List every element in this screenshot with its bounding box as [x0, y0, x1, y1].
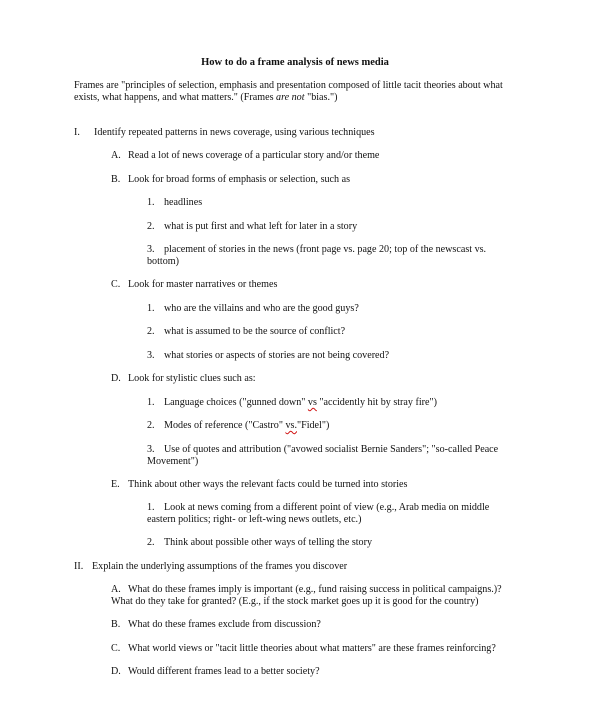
item-1d-text: Look for stylistic clues such as: — [128, 373, 256, 384]
item-1e-2-text: Think about possible other ways of telling the story — [164, 537, 373, 548]
item-2d — [111, 666, 320, 678]
item-2b-text: What do these frames exclude from discussion? — [128, 619, 321, 630]
section-2-heading — [74, 561, 347, 573]
item-1e-1-marker: 1. — [147, 502, 155, 513]
item-2d-marker: D. — [111, 666, 121, 677]
item-1c-3-text: what stories or aspects of stories are not being covered? — [164, 350, 390, 361]
item-1b — [111, 174, 350, 186]
section-2-text: Explain the underlying assumptions of the frames you discover — [92, 561, 348, 572]
item-1d-3-marker: 3. — [147, 444, 155, 455]
item-1c-2-text: what is assumed to be the source of conflict? — [164, 326, 346, 337]
section-1-marker: I. — [74, 127, 80, 138]
item-1c-2 — [147, 326, 345, 338]
item-1e-1 — [147, 502, 505, 527]
item-1b-3-marker: 3. — [147, 244, 155, 255]
intro-emphasis: are not — [276, 92, 305, 104]
intro-text-end: "bias.") — [304, 92, 338, 104]
item-2d-text: Would different frames lead to a better society? — [128, 666, 320, 677]
item-1e-1-text: Look at news coming from a different point of view (e.g., Arab media on middle eastern politics; right- or left-wing news outlets, etc.) — [147, 502, 490, 526]
item-1b-text: Look for broad forms of emphasis or selection, such as — [128, 174, 351, 185]
item-2b-marker: B. — [111, 619, 121, 630]
item-1c-1-marker: 1. — [147, 303, 155, 314]
item-1d-marker: D. — [111, 373, 121, 384]
spellcheck-flagged-word: vs — [307, 397, 317, 408]
item-1b-2 — [147, 221, 357, 233]
section-2-marker: II. — [74, 561, 84, 572]
item-1b-1-text: headlines — [164, 197, 203, 208]
item-1c — [111, 279, 277, 291]
item-1e-2 — [147, 537, 372, 549]
item-1c-2-marker: 2. — [147, 326, 155, 337]
item-1a-marker: A. — [111, 150, 121, 161]
item-1c-text: Look for master narratives or themes — [128, 279, 278, 290]
item-1e-2-marker: 2. — [147, 537, 155, 548]
item-1d-1 — [147, 397, 437, 409]
item-2a-marker: A. — [111, 584, 121, 595]
item-1c-1-text: who are the villains and who are the good guys? — [164, 303, 359, 314]
document-title: How to do a frame analysis of news media — [201, 57, 389, 68]
item-1c-3 — [147, 350, 389, 362]
item-2c — [111, 643, 496, 655]
item-1e-text: Think about other ways the relevant facts could be turned into stories — [128, 479, 408, 490]
item-1e — [111, 479, 407, 491]
item-1d-1-marker: 1. — [147, 397, 155, 408]
item-2c-text: What world views or "tacit little theories about what matters" are these frames reinforcing? — [128, 643, 496, 654]
item-2b — [111, 619, 321, 631]
item-1d-2-text: Modes of reference ("Castro" — [164, 420, 286, 431]
section-1-text: Identify repeated patterns in news coverage, using various techniques — [94, 127, 375, 138]
item-2c-marker: C. — [111, 643, 121, 654]
item-1a — [111, 150, 379, 162]
item-1c-1 — [147, 303, 359, 315]
spellcheck-flagged-word: vs. — [285, 420, 297, 431]
item-1d-1-text: Language choices ("gunned down" — [164, 397, 308, 408]
section-1-heading — [74, 127, 375, 139]
item-1d — [111, 373, 256, 385]
item-1d-2-marker: 2. — [147, 420, 155, 431]
item-1d-2-text-end: "Fidel") — [296, 420, 330, 431]
item-1b-1 — [147, 197, 202, 209]
item-1e-marker: E. — [111, 479, 120, 490]
item-1b-2-marker: 2. — [147, 221, 155, 232]
item-2a — [111, 584, 509, 609]
item-1a-text: Read a lot of news coverage of a particular story and/or theme — [128, 150, 380, 161]
item-1c-marker: C. — [111, 279, 121, 290]
item-1d-3 — [147, 444, 507, 469]
item-1b-1-marker: 1. — [147, 197, 155, 208]
item-1b-3 — [147, 244, 493, 269]
item-1c-3-marker: 3. — [147, 350, 155, 361]
item-1d-2 — [147, 420, 329, 432]
item-1b-marker: B. — [111, 174, 121, 185]
item-1d-1-text-end: "accidently hit by stray fire") — [316, 397, 437, 408]
item-1b-3-text: placement of stories in the news (front page vs. page 20; top of the newscast vs. bottom) — [147, 244, 487, 268]
item-1b-2-text: what is put first and what left for later in a story — [164, 221, 358, 232]
intro-text: Frames are "principles of selection, emphasis and presentation composed of little tacit theories about what exists, what happens, and what matters." (Frames — [74, 80, 503, 104]
item-2a-text: What do these frames imply is important (e.g., fund raising success in political campaigns.)? What do they take for granted? (E.g., if the stock market goes up it is good for the country) — [111, 584, 502, 608]
item-1d-3-text: Use of quotes and attribution ("avowed socialist Bernie Sanders"; "so-called Peace Movement") — [147, 444, 499, 468]
intro-paragraph — [74, 80, 514, 105]
